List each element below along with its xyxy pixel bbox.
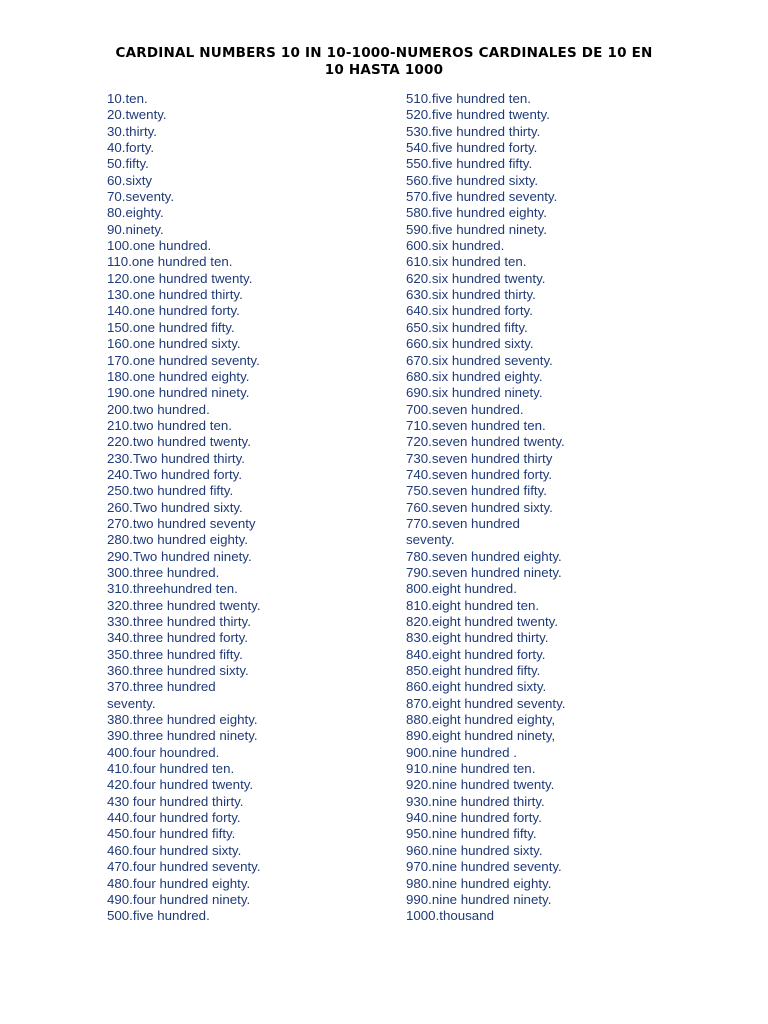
list-item: 120.one hundred twenty. — [107, 270, 253, 286]
list-item: 520.five hundred twenty. — [406, 107, 550, 123]
list-item: 940.nine hundred forty. — [406, 810, 542, 826]
right-number-list — [406, 91, 606, 925]
list-item: 830.eight hundred thirty. — [406, 630, 549, 646]
list-item: 740.seven hundred forty. — [406, 466, 553, 482]
list-item: 90.ninety. — [107, 221, 164, 237]
list-item: 850.eight hundred fifty. — [406, 663, 541, 679]
list-item: 390.three hundred ninety. — [107, 728, 258, 744]
list-item: 460.four hundred sixty. — [107, 842, 242, 858]
list-item: 300.three hundred. — [107, 564, 220, 580]
list-item: 80.eighty. — [107, 205, 164, 221]
list-item: 70.seventy. — [107, 189, 175, 205]
list-item: 410.four hundred ten. — [107, 761, 235, 777]
list-item: 500.five hundred. — [107, 908, 210, 924]
list-item: 240.Two hundred forty. — [107, 466, 243, 482]
list-item: 310.threehundred ten. — [107, 581, 238, 597]
list-item: 480.four hundred eighty. — [107, 875, 251, 891]
list-item: 760.seven hundred sixty. — [406, 499, 553, 515]
list-item: 370.three hundred — [107, 679, 216, 695]
list-item: 170.one hundred seventy. — [107, 352, 260, 368]
list-item: 490.four hundred ninety. — [107, 891, 251, 907]
list-item: 590.five hundred ninety. — [406, 221, 547, 237]
list-item: 720.seven hundred twenty. — [406, 434, 565, 450]
list-item: 930.nine hundred thirty. — [406, 793, 545, 809]
list-item: 640.six hundred forty. — [406, 303, 533, 319]
list-item: 630.six hundred thirty. — [406, 287, 536, 303]
document-title — [100, 45, 668, 79]
list-item: 750.seven hundred fifty. — [406, 483, 547, 499]
list-item: 530.five hundred thirty. — [406, 123, 541, 139]
list-item: 270.two hundred seventy — [107, 515, 256, 531]
list-item: 860.eight hundred sixty. — [406, 679, 547, 695]
title-line-2: 10 HASTA 1000 — [324, 62, 444, 78]
list-item: 810.eight hundred ten. — [406, 597, 540, 613]
list-item: 130.one hundred thirty. — [107, 287, 243, 303]
list-item: 570.five hundred seventy. — [406, 189, 558, 205]
list-item: 800.eight hundred. — [406, 581, 517, 597]
list-item: seventy. — [107, 695, 156, 711]
list-item: 690.six hundred ninety. — [406, 385, 543, 401]
list-item: 620.six hundred twenty. — [406, 270, 546, 286]
list-item: 100.one hundred. — [107, 238, 212, 254]
list-item: 140.one hundred forty. — [107, 303, 240, 319]
list-item: 510.five hundred ten. — [406, 91, 531, 106]
list-item: 670.six hundred seventy. — [406, 352, 553, 368]
list-item: 770.seven hundred — [406, 515, 520, 531]
list-item: 280.two hundred eighty. — [107, 532, 248, 548]
list-item: 540.five hundred forty. — [406, 140, 538, 156]
list-item: 660.six hundred sixty. — [406, 336, 534, 352]
list-item: 470.four hundred seventy. — [107, 859, 261, 875]
list-item: 710.seven hundred ten. — [406, 417, 546, 433]
list-item: 450.four hundred fifty. — [107, 826, 236, 842]
list-item: 430 four hundred thirty. — [107, 793, 244, 809]
list-item: 210.two hundred ten. — [107, 417, 232, 433]
list-item: 950.nine hundred fifty. — [406, 826, 537, 842]
list-item: 880.eight hundred eighty, — [406, 712, 556, 728]
list-item: seventy. — [406, 532, 455, 548]
list-item: 650.six hundred fifty. — [406, 319, 528, 335]
list-item: 150.one hundred fifty. — [107, 319, 235, 335]
list-item: 680.six hundred eighty. — [406, 368, 543, 384]
list-item: 910.nine hundred ten. — [406, 761, 536, 777]
list-item: 580.five hundred eighty. — [406, 205, 547, 221]
list-item: 900.nine hundred . — [406, 744, 517, 760]
list-item: 30.thirty. — [107, 123, 158, 139]
list-item: 110.one hundred ten. — [107, 254, 233, 270]
list-item: 200.two hundred. — [107, 401, 210, 417]
list-item: 20.twenty. — [107, 107, 167, 123]
list-item: 780.seven hundred eighty. — [406, 548, 562, 564]
list-item: 550.five hundred fifty. — [406, 156, 533, 172]
list-item: 440.four hundred forty. — [107, 810, 241, 826]
list-item: 360.three hundred sixty. — [107, 663, 249, 679]
list-item: 290.Two hundred ninety. — [107, 548, 252, 564]
list-item: 320.three hundred twenty. — [107, 597, 261, 613]
list-item: 160.one hundred sixty. — [107, 336, 241, 352]
list-item: 790.seven hundred ninety. — [406, 564, 562, 580]
list-item: 960.nine hundred sixty. — [406, 842, 543, 858]
list-item: 1000.thousand — [406, 908, 494, 924]
list-item: 560.five hundred sixty. — [406, 172, 539, 188]
list-item: 870.eight hundred seventy. — [406, 695, 566, 711]
list-item: 190.one hundred ninety. — [107, 385, 250, 401]
list-item: 250.two hundred fifty. — [107, 483, 234, 499]
list-item: 610.six hundred ten. — [406, 254, 527, 270]
list-item: 840.eight hundred forty. — [406, 646, 546, 662]
list-item: 260.Two hundred sixty. — [107, 499, 243, 515]
list-item: 380.three hundred eighty. — [107, 712, 258, 728]
list-item: 40.forty. — [107, 140, 155, 156]
list-item: 400.four houndred. — [107, 744, 220, 760]
list-item: 180.one hundred eighty. — [107, 368, 250, 384]
list-item: 330.three hundred thirty. — [107, 614, 251, 629]
list-item: 980.nine hundred eighty. — [406, 875, 552, 891]
list-item: 50.fifty. — [107, 156, 149, 172]
list-item: 420.four hundred twenty. — [107, 777, 254, 793]
list-item: 60.sixty — [107, 172, 153, 188]
list-item: 230.Two hundred thirty. — [107, 450, 245, 466]
list-item: 350.three hundred fifty. — [107, 646, 243, 662]
list-item: 970.nine hundred seventy. — [406, 859, 562, 875]
title-line-1: CARDINAL NUMBERS 10 IN 10-1000-NUMEROS CARDINALES DE 10 EN — [115, 45, 653, 61]
left-number-list — [107, 91, 307, 925]
list-item: 220.two hundred twenty. — [107, 434, 251, 450]
list-item: 990.nine hundred ninety. — [406, 891, 552, 907]
list-item: 920.nine hundred twenty. — [406, 777, 555, 793]
list-item: 820.eight hundred twenty. — [406, 614, 559, 629]
list-item: 730.seven hundred thirty — [406, 450, 553, 466]
list-item: 600.six hundred. — [406, 238, 505, 254]
list-item: 700.seven hundred. — [406, 401, 524, 417]
list-item: 340.three hundred forty. — [107, 630, 248, 646]
list-item: 10.ten. — [107, 91, 148, 106]
list-item: 890.eight hundred ninety, — [406, 728, 556, 744]
